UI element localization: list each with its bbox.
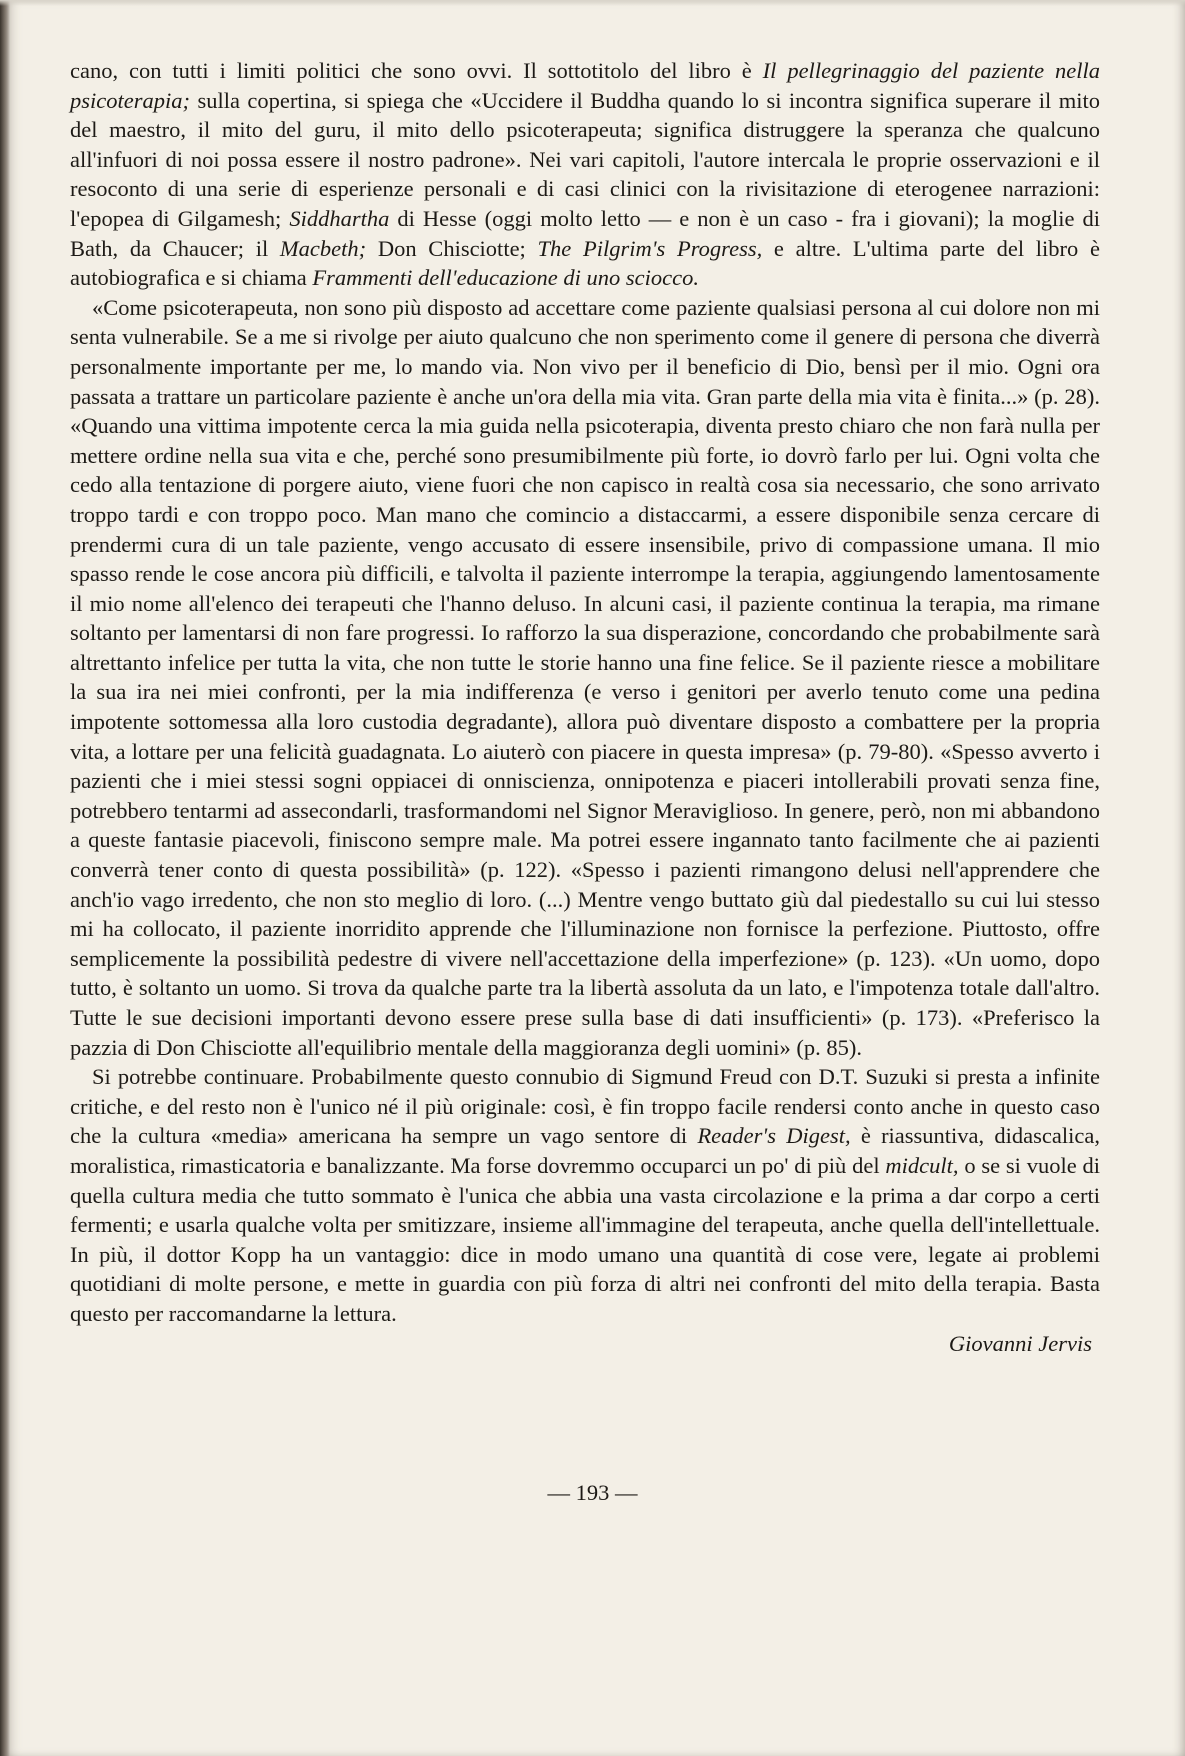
text-segment: è riassuntiva, didascalica, moralistica, rimasticatoria e banalizzante. Ma forse dovremmo occuparci un po' di più del — [70, 1123, 1100, 1178]
title-pilgrims-progress: The Pilgrim's Progress, — [537, 235, 763, 261]
text-segment: e altre. L'ultima parte del libro è autobiografica e si chiama — [70, 235, 1100, 291]
title-readers-digest: Reader's Digest, — [697, 1123, 851, 1149]
text-segment: Don Chisciotte; — [366, 235, 538, 261]
title-macbeth: Macbeth; — [279, 235, 367, 261]
author-signature: Giovanni Jervis — [948, 1330, 1092, 1356]
title-siddhartha: Siddhartha — [289, 205, 390, 231]
text-segment: Si potrebbe continuare. Probabilmente questo connubio di Sigmund Freud con D.T. Suzuki si presta a infinite critiche, e del resto non è l'unico né il più originale: così, è fin troppo facile rendersi conto anche in questo caso che la cultura «media» americana ha sempre un vago sentore di — [70, 1064, 1100, 1149]
text-segment: o se si vuole di quella cultura media che tutto sommato è l'unica che abbia una vasta circolazione e la prima a dar corpo a certi fermenti; e usarla qualche volta per smitizzare, insieme all'immagine del terapeuta, anche quella dell'intellettuale. In più, il dottor Kopp ha un vantaggio: dice in modo umano una quantità di cose vere, legate ai problemi quotidiani di molte persone, e mette in guardia con più forza di altri nei confronti del mito della terapia. Basta questo per raccomandarne la lettura. — [70, 1152, 1100, 1326]
page-top-edge — [0, 0, 1185, 6]
paragraph-3 — [70, 1062, 1100, 1328]
term-midcult: midcult, — [885, 1152, 959, 1178]
page-number: — 193 — — [547, 1480, 638, 1505]
text-segment: sulla copertina, si spiega che «Uccidere il Buddha quando lo si incontra significa superare il mito del maestro, il mito del guru, il mito dello psicoterapeuta; significa distruggere la speranza che qualcuno all'infuori di noi possa essere il nostro padrone». Nei vari capitoli, l'autore intercala le proprie osservazioni e il resoconto di una serie di esperienze personali e di casi clinici con la rivisitazione di eterogenee narrazioni: l'epopea di Gilgamesh; — [70, 87, 1100, 231]
text-segment: di Hesse (oggi molto letto — e non è un caso - fra i giovani); la moglie di Bath, da Chaucer; il — [70, 205, 1100, 261]
text-segment: cano, con tutti i limiti politici che sono ovvi. Il sottotitolo del libro è — [70, 58, 763, 83]
title-frammenti: Frammenti dell'educazione di uno sciocco. — [312, 265, 700, 291]
text-segment: «Come psicoterapeuta, non sono più disposto ad accettare come paziente qualsiasi persona al cui dolore non mi senta vulnerabile. Se a me si rivolge per aiuto qualcuno che non sperimento come il genere di persona che diverrà personalmente importante per me, lo mando via. Non vivo per il beneficio di Dio, bensì per il mio. Ogni ora passata a trattare un particolare paziente è anche un'ora della mia vita. Gran parte della mia vita è finita...» (p. 28). «Quando una vittima impotente cerca la mia guida nella psicoterapia, diventa presto chiaro che non farà nulla per mettere ordine nella sua vita e che, perché sono presumibilmente più forte, io dovrò farlo per lui. Ogni volta che cedo alla tentazione di porgere aiuto, viene fuori che non capisco in realtà cosa sia necessario, che sono arrivato troppo tardi e con troppo poco. Man mano che comincio a distaccarmi, a essere disponibile senza cercare di prendermi cura di un tale paziente, vengo accusato di essere insensibile, privo di compassione umana. Il mio spasso rende le cose ancora più difficili, e talvolta il paziente interrompe la terapia, aggiungendo lamentosamente il mio nome all'elenco dei terapeuti che l'hanno deluso. In alcuni casi, il paziente continua la terapia, ma rimane soltanto per lamentarsi di non fare progressi. Io rafforzo la sua disperazione, concordando che probabilmente sarà altrettanto infelice per tutta la vita, che non tutte le storie hanno una fine felice. Se il paziente riesce a mobilitare la sua ira nei miei confronti, per la mia indifferenza (e verso i genitori per averlo tenuto come una pedina impotente sottomessa alla loro custodia degradante), allora può diventare disposto a combattere per la propria vita, a lottare per una felicità guadagnata. Lo aiuterò con piacere in questa impresa» (p. 79-80). «Spesso avverto i pazienti che i miei stessi sogni oppiacei di onniscienza, onnipotenza e piaceri intollerabili provati senza fine, potrebbero tentarmi ad assecondarli, trasformandomi nel Signor Meraviglioso. In genere, però, non mi abbandono a queste fantasie piacevoli, finiscono sempre male. Ma potrei essere ingannato tanto facilmente che ai pazienti converrà tener conto di questa possibilità» (p. 122). «Spesso i pazienti rimangono delusi nell'apprendere che anch'io vago irredento, che non sto meglio di loro. (...) Mentre vengo buttato giù dal piedestallo su cui lui stesso mi ha collocato, il paziente inorridito apprende che l'illuminazione non fornisce la perfezione. Piuttosto, offre semplicemente la possibilità pedestre di vivere nell'accettazione della imperfezione» (p. 123). «Un uomo, dopo tutto, è soltanto un uomo. Si trova da qualche parte tra la libertà assoluta da un lato, e l'impotenza totale dall'altro. Tutte le sue decisioni importanti devono essere prese sulla base di dati insufficienti» (p. 173). «Preferisco la pazzia di Don Chisciotte all'equilibrio mentale della maggioranza degli uomini» (p. 85). — [70, 294, 1100, 1060]
body-text — [70, 56, 1100, 1358]
paragraph-1 — [70, 56, 1100, 293]
book-subtitle-italic: Il pellegrinaggio del paziente nella psicoterapia; — [70, 58, 1100, 113]
paragraph-2 — [70, 293, 1100, 1062]
